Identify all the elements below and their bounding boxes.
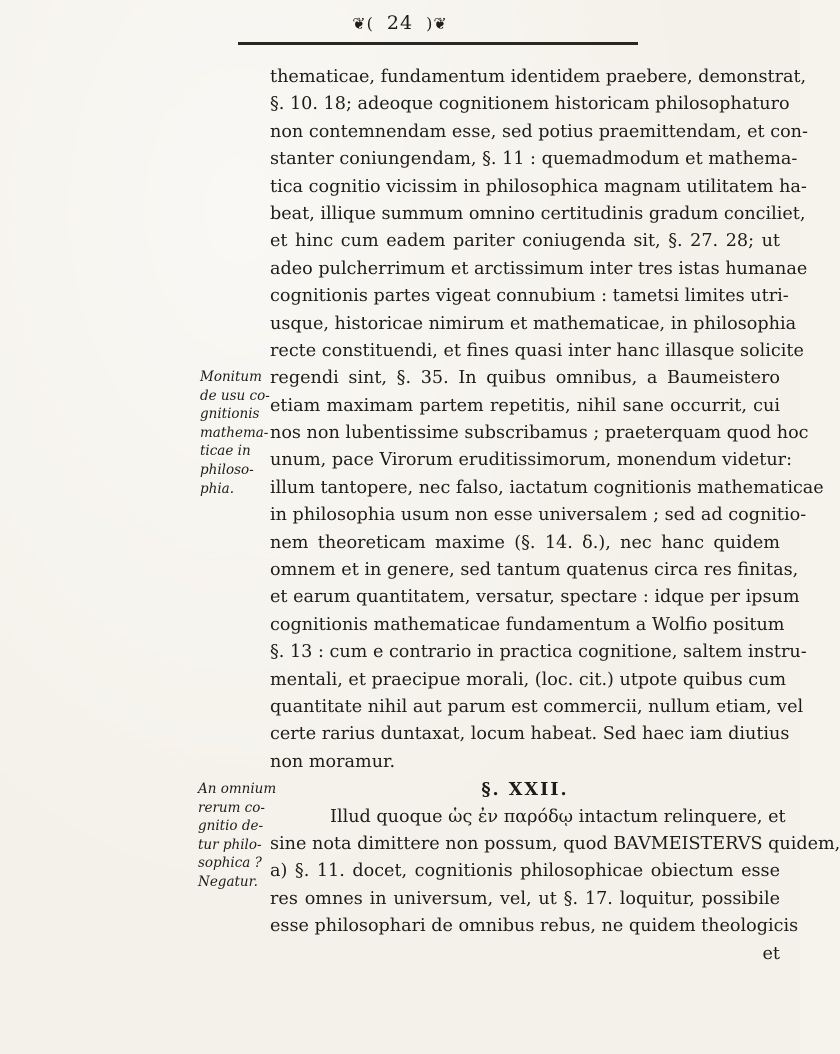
text-line: non contemnendam esse, sed potius praemittendam, et con-	[270, 121, 808, 142]
text-line: illum tantopere, nec falso, iactatum cognitionis mathematicae	[270, 477, 824, 498]
text-line: cognitionis partes vigeat connubium : tametsi limites utri-	[270, 286, 789, 307]
margin-note-line: gnitio de-	[198, 818, 264, 835]
header-rule	[238, 42, 638, 45]
body-text	[270, 64, 840, 968]
text-line: nem theoreticam maxime (§. 14. δ.), nec hanc quidem	[270, 532, 780, 553]
margin-note-line: philoso-	[200, 461, 254, 478]
text-line: sine nota dimittere non possum, quod BAVMEISTERVS quidem,	[270, 833, 840, 854]
margin-note-an-omnium	[198, 780, 277, 892]
text-line: regendi sint, §. 35. In quibus omnibus, a Baumeistero	[270, 368, 780, 389]
text-line: a) §. 11. docet, cognitionis philosophicae obiectum esse	[270, 861, 780, 882]
text-line: non moramur.	[270, 751, 396, 772]
text-line: recte constituendi, et fines quasi inter hanc illasque solicite	[270, 340, 804, 361]
text-line: tica cognitio vicissim in philosophica magnam utilitatem ha-	[270, 176, 807, 197]
text-line: mentali, et praecipue morali, (loc. cit.) utpote quibus cum	[270, 669, 787, 690]
margin-note-monitum	[200, 368, 272, 498]
text-line: thematicae, fundamentum identidem praebere, demonstrat,	[270, 67, 807, 87]
text-line: nos non lubentissime subscribamus ; praeterquam quod hoc	[270, 423, 809, 444]
text-line: usque, historicae nimirum et mathematicae, in philosophia	[270, 313, 797, 334]
margin-note-line: ticae in	[200, 443, 251, 460]
text-line: unum, pace Virorum eruditissimorum, monendum videtur:	[270, 450, 793, 471]
margin-note-line: de usu co-	[200, 387, 270, 404]
ornament-left-icon: ❦(	[352, 14, 374, 33]
margin-note-line: phia.	[200, 480, 234, 497]
text-line: et hinc cum eadem pariter coniugenda sit, §. 27. 28; ut	[270, 231, 780, 252]
text-line: omnem et in genere, sed tantum quatenus circa res finitas,	[270, 560, 799, 581]
text-line: Illud quoque ὡς ἐν παρόδῳ intactum relinquere, et	[330, 806, 786, 827]
margin-note-line: Monitum	[200, 369, 262, 385]
ornament-right-icon: )❦	[426, 14, 448, 33]
text-line: etiam maximam partem repetitis, nihil sane occurrit, cui	[270, 395, 780, 416]
margin-note-line: mathema-	[200, 424, 269, 441]
catchword: et	[762, 943, 780, 964]
text-line: certe rarius duntaxat, locum habeat. Sed haec iam diutius	[270, 724, 790, 745]
text-line: cognitionis mathematicae fundamentum a Wolfio positum	[270, 614, 785, 635]
text-line: in philosophia usum non esse universalem ; sed ad cognitio-	[270, 505, 807, 526]
text-line: esse philosophari de omnibus rebus, ne quidem theologicis	[270, 916, 799, 937]
text-line: §. 13 : cum e contrario in practica cognitione, saltem instru-	[270, 642, 807, 663]
text-line: stanter coniungendam, §. 11 : quemadmodum et mathema-	[270, 149, 798, 170]
text-line: beat, illique summum omnino certitudinis gradum conciliet,	[270, 203, 806, 224]
page-number: 24	[386, 12, 414, 34]
text-line: adeo pulcherrimum et arctissimum inter tres istas humanae	[270, 258, 808, 279]
text-line: §. 10. 18; adeoque cognitionem historicam philosophaturo	[270, 94, 790, 115]
text-line: et earum quantitatem, versatur, spectare : idque per ipsum	[270, 587, 800, 608]
margin-note-line: sophica ?	[198, 855, 262, 872]
text-line: res omnes in universum, vel, ut §. 17. loquitur, possibile	[270, 888, 780, 909]
section-heading: §. XXII.	[481, 779, 569, 801]
page-header	[0, 12, 800, 34]
text-line: quantitate nihil aut parum est commercii, nullum etiam, vel	[270, 696, 804, 717]
margin-note-line: gnitionis	[200, 406, 260, 423]
margin-note-line: Negatur.	[198, 873, 258, 890]
margin-note-line: tur philo-	[198, 836, 262, 853]
margin-note-line: rerum co-	[198, 799, 265, 816]
margin-note-line: An omnium	[198, 781, 277, 797]
